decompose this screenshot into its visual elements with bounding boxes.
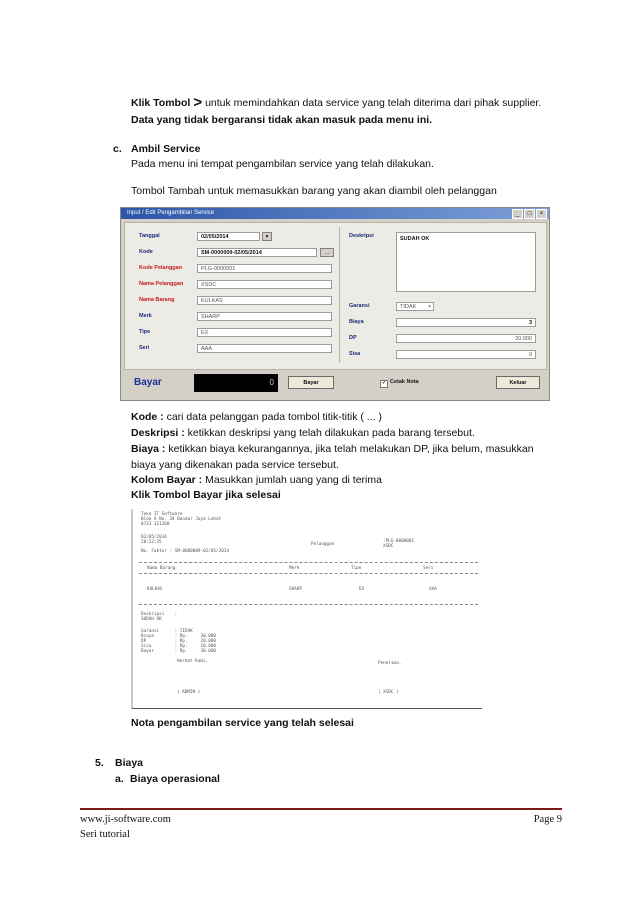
instr-deskripsi-text: ketikkan deskripsi yang telah dilakukan pada barang tersebut. [187,427,475,439]
section-5-number: 5. [95,757,104,769]
keluar-button[interactable]: Keluar [496,376,540,389]
receipt-pelanggan-label: Pelanggan [311,542,335,547]
nama-barang-input[interactable]: KULKAS [197,296,332,305]
cetak-nota-checkbox[interactable] [380,379,419,388]
receipt-deskripsi-value: SUDAH OK [141,617,162,622]
receipt-time: 20:22:35 [141,540,162,545]
window-titlebar [121,208,549,219]
cetak-nota-label: Cetak Nota [390,379,419,385]
pengambilan-service-window [120,207,550,401]
klik-tombol-label: Klik Tombol [131,97,191,109]
dp-label: DP [349,335,357,341]
bayar-input[interactable]: 0 [194,374,278,392]
instr-kolom [131,473,382,487]
receipt-caption: Nota pengambilan service yang telah selesai [131,717,354,729]
receipt-col-merk: Merk [289,566,300,571]
receipt-dp: DP : Rp. 20.000 [141,639,217,644]
section-5-title: Biaya [115,757,144,769]
receipt-penerima: Penerima, [378,661,402,666]
instr-biaya-2: biaya yang dikenakan pada service tersebut. [131,459,339,471]
biaya-label: Biaya [349,319,364,325]
footer-website: www.ji-software.com [80,814,171,825]
checkbox-checked-icon: ✓ [381,380,387,386]
instr-kode [131,410,382,424]
section-5a-title: Biaya operasional [130,773,220,785]
klik-tombol-text: untuk memindahkan data service yang telah diterima dari pihak supplier. [205,97,542,109]
instr-kolom-label: Kolom Bayar : [131,474,203,486]
tanggal-input[interactable]: 02/05/2014 [197,232,260,241]
merk-label: Merk [139,313,152,319]
instr-kolom-text: Masukkan jumlah uang yang di terima [205,474,382,486]
date-dropdown-button[interactable]: ▾ [262,232,272,241]
klik-tombol-line [131,96,541,110]
footer-page-number: Page 9 [533,814,562,825]
receipt-biaya: Biaya : Rp. 30.000 [141,634,217,639]
column-divider [339,227,340,363]
tambah-text: Tombol Tambah untuk memasukkan barang yang akan diambil oleh pelanggan [131,185,497,197]
kode-label: Kode [139,249,153,255]
browse-button[interactable]: ... [320,248,334,257]
receipt-item-nama: KULKAS [147,587,163,592]
bayar-bar [124,370,545,396]
nama-barang-label: Nama Barang [139,297,175,303]
bayar-label: Bayar [134,377,162,388]
deskripsi-textarea[interactable]: SUDAH OK [396,232,536,292]
bergaransi-note: Data yang tidak bergaransi tidak akan masuk pada menu ini. [131,114,433,126]
instr-biaya-text: ketikkan biaya kekurangannya, jika telah melakukan DP, jika belum, masukkan [168,443,534,455]
receipt-divider [139,573,478,574]
tipe-input[interactable]: EX [197,328,332,337]
section-5a-label: a. [115,773,124,785]
receipt-item-seri: AAA [429,587,437,592]
receipt-hormat: Hormat Kami, [177,659,209,664]
tipe-label: Tipe [139,329,151,335]
receipt-item-merk: SHARP [289,587,302,592]
dp-input[interactable]: 20.000 [396,334,536,343]
garansi-select[interactable] [396,302,434,311]
receipt-col-nama: Nama Barang [147,566,176,571]
biaya-input[interactable]: 3 [396,318,536,327]
instr-kode-label: Kode : [131,411,164,423]
receipt-garansi: Garansi : TIDAK [141,629,193,634]
tanggal-label: Tanggal [139,233,160,239]
receipt-store-address: Blok A No. 34 Bandar Jaya Lahat [141,517,222,522]
nama-pelanggan-input[interactable]: XSDC [197,280,332,289]
sisa-input[interactable]: 0 [396,350,536,359]
instr-klik-bayar: Klik Tombol Bayar jika selesai [131,489,281,501]
garansi-value: TIDAK [400,304,417,310]
section-c-label: c. [113,143,122,155]
nama-pelanggan-label: Nama Pelanggan [139,281,184,287]
receipt-faktur: No. Faktur : SM-0000009-02/05/2014 [141,549,229,554]
garansi-label: Garansi [349,303,370,309]
section-c-desc: Pada menu ini tempat pengambilan service yang telah dilakukan. [131,158,434,170]
receipt-divider [139,604,478,605]
receipt-item-tipe: EX [359,587,365,592]
merk-input[interactable]: SHARP [197,312,332,321]
deskripsi-label: Deskripsi [349,233,374,239]
receipt-sisa: Sisa : Rp. 10.000 [141,644,217,649]
receipt-store-name: Toko IT Software [141,512,183,517]
kode-input[interactable]: SM-0000009-02/05/2014 [197,248,317,257]
kode-pelanggan-label: Kode Pelanggan [139,265,183,271]
seri-label: Seri [139,345,150,351]
instr-biaya-label: Biaya : [131,443,166,455]
receipt-store-phone: 0731 321200 [141,522,170,527]
instr-biaya [131,442,534,456]
seri-input[interactable]: AAA [197,344,332,353]
close-icon[interactable]: × [536,209,547,219]
chevron-down-icon: ▾ [428,304,431,310]
window-title: Input / Edit Pengambilan Service [127,210,215,216]
bayar-button[interactable]: Bayar [288,376,334,389]
receipt-customer: ( XSDC ) [378,690,399,695]
receipt-pelanggan-name: XSDC [383,544,394,549]
arrow-right-icon: > [193,94,203,111]
receipt-col-seri: Seri [423,566,434,571]
receipt-col-tipe: Tipe [351,566,362,571]
receipt-divider [139,562,478,563]
kode-pelanggan-input[interactable]: PLG-0000001 [197,264,332,273]
receipt-pelanggan-value: :PLG-0000001 [383,539,415,544]
instr-deskripsi [131,426,475,440]
receipt-screenshot [131,509,482,709]
receipt-bayar: Bayar : Rp. 30.000 [141,649,217,654]
maximize-icon[interactable]: □ [524,209,535,219]
receipt-date: 02/05/2014 [141,535,167,540]
receipt-admin: ( ADMIN ) [177,690,201,695]
footer-rule [80,808,562,810]
sisa-label: Sisa [349,351,361,357]
instr-kode-text: cari data pelanggan pada tombol titik-titik ( ... ) [166,411,382,423]
instr-deskripsi-label: Deskripsi : [131,427,185,439]
minimize-icon[interactable]: _ [512,209,523,219]
form-panel [124,222,547,370]
section-c-title: Ambil Service [131,143,201,155]
footer-series: Seri tutorial [80,829,130,840]
receipt-deskripsi-label: Deskripsi : [141,612,178,617]
